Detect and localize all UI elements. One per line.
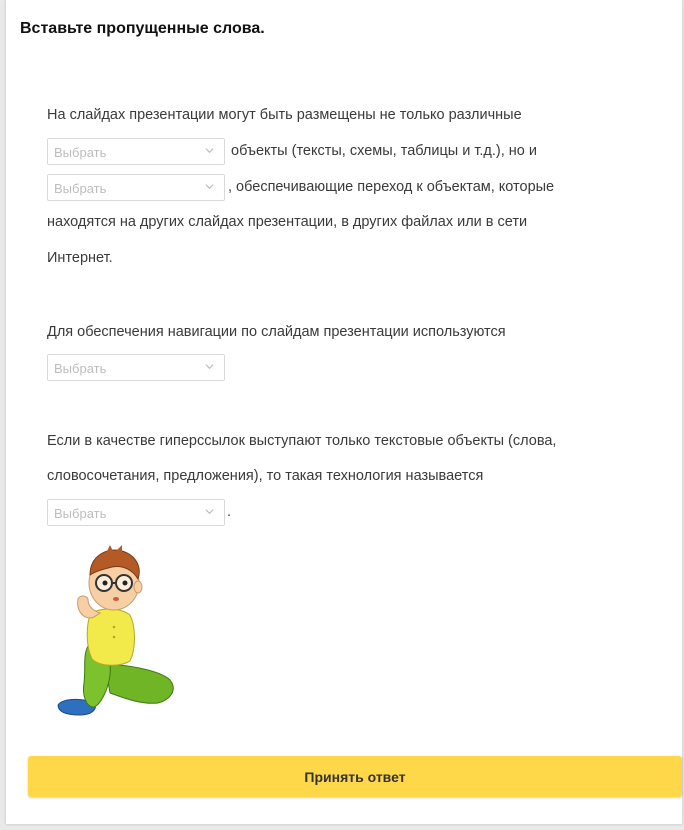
select-placeholder: Выбрать [54, 145, 107, 160]
select-blank-1[interactable] [47, 138, 225, 165]
chevron-down-icon [205, 362, 214, 371]
block1-line1: На слайдах презентации могут быть размещены не только различные [47, 107, 522, 123]
submit-answer-button[interactable]: Принять ответ [28, 756, 682, 797]
select-placeholder: Выбрать [54, 361, 107, 376]
task-title: Вставьте пропущенные слова. [20, 20, 265, 37]
block2-line1: Для обеспечения навигации по слайдам презентации используются [47, 324, 506, 340]
block1-line3: находятся на других слайдах презентации, в других файлах или в сети [47, 214, 528, 230]
chevron-down-icon [205, 146, 214, 155]
block1-after-select1: объекты (тексты, схемы, таблицы и т.д.), но и [231, 143, 537, 159]
select-placeholder: Выбрать [54, 506, 107, 521]
block3-line1: Если в качестве гиперссылок выступают только текстовые объекты (слова, [47, 433, 557, 449]
chevron-down-icon [205, 507, 214, 516]
select-placeholder: Выбрать [54, 181, 107, 196]
chevron-down-icon [205, 182, 214, 191]
block3-period: . [227, 504, 232, 520]
select-blank-3[interactable] [47, 354, 225, 381]
task-card [6, 0, 682, 824]
block1-line4: Интернет. [47, 250, 113, 266]
block1-after-select2: , обеспечивающие переход к объектам, которые [228, 179, 555, 195]
block3-line2: словосочетания, предложения), то такая технология называется [47, 468, 484, 484]
thinking-boy-illustration [50, 545, 180, 725]
select-blank-2[interactable] [47, 174, 225, 201]
select-blank-4[interactable] [47, 499, 225, 526]
